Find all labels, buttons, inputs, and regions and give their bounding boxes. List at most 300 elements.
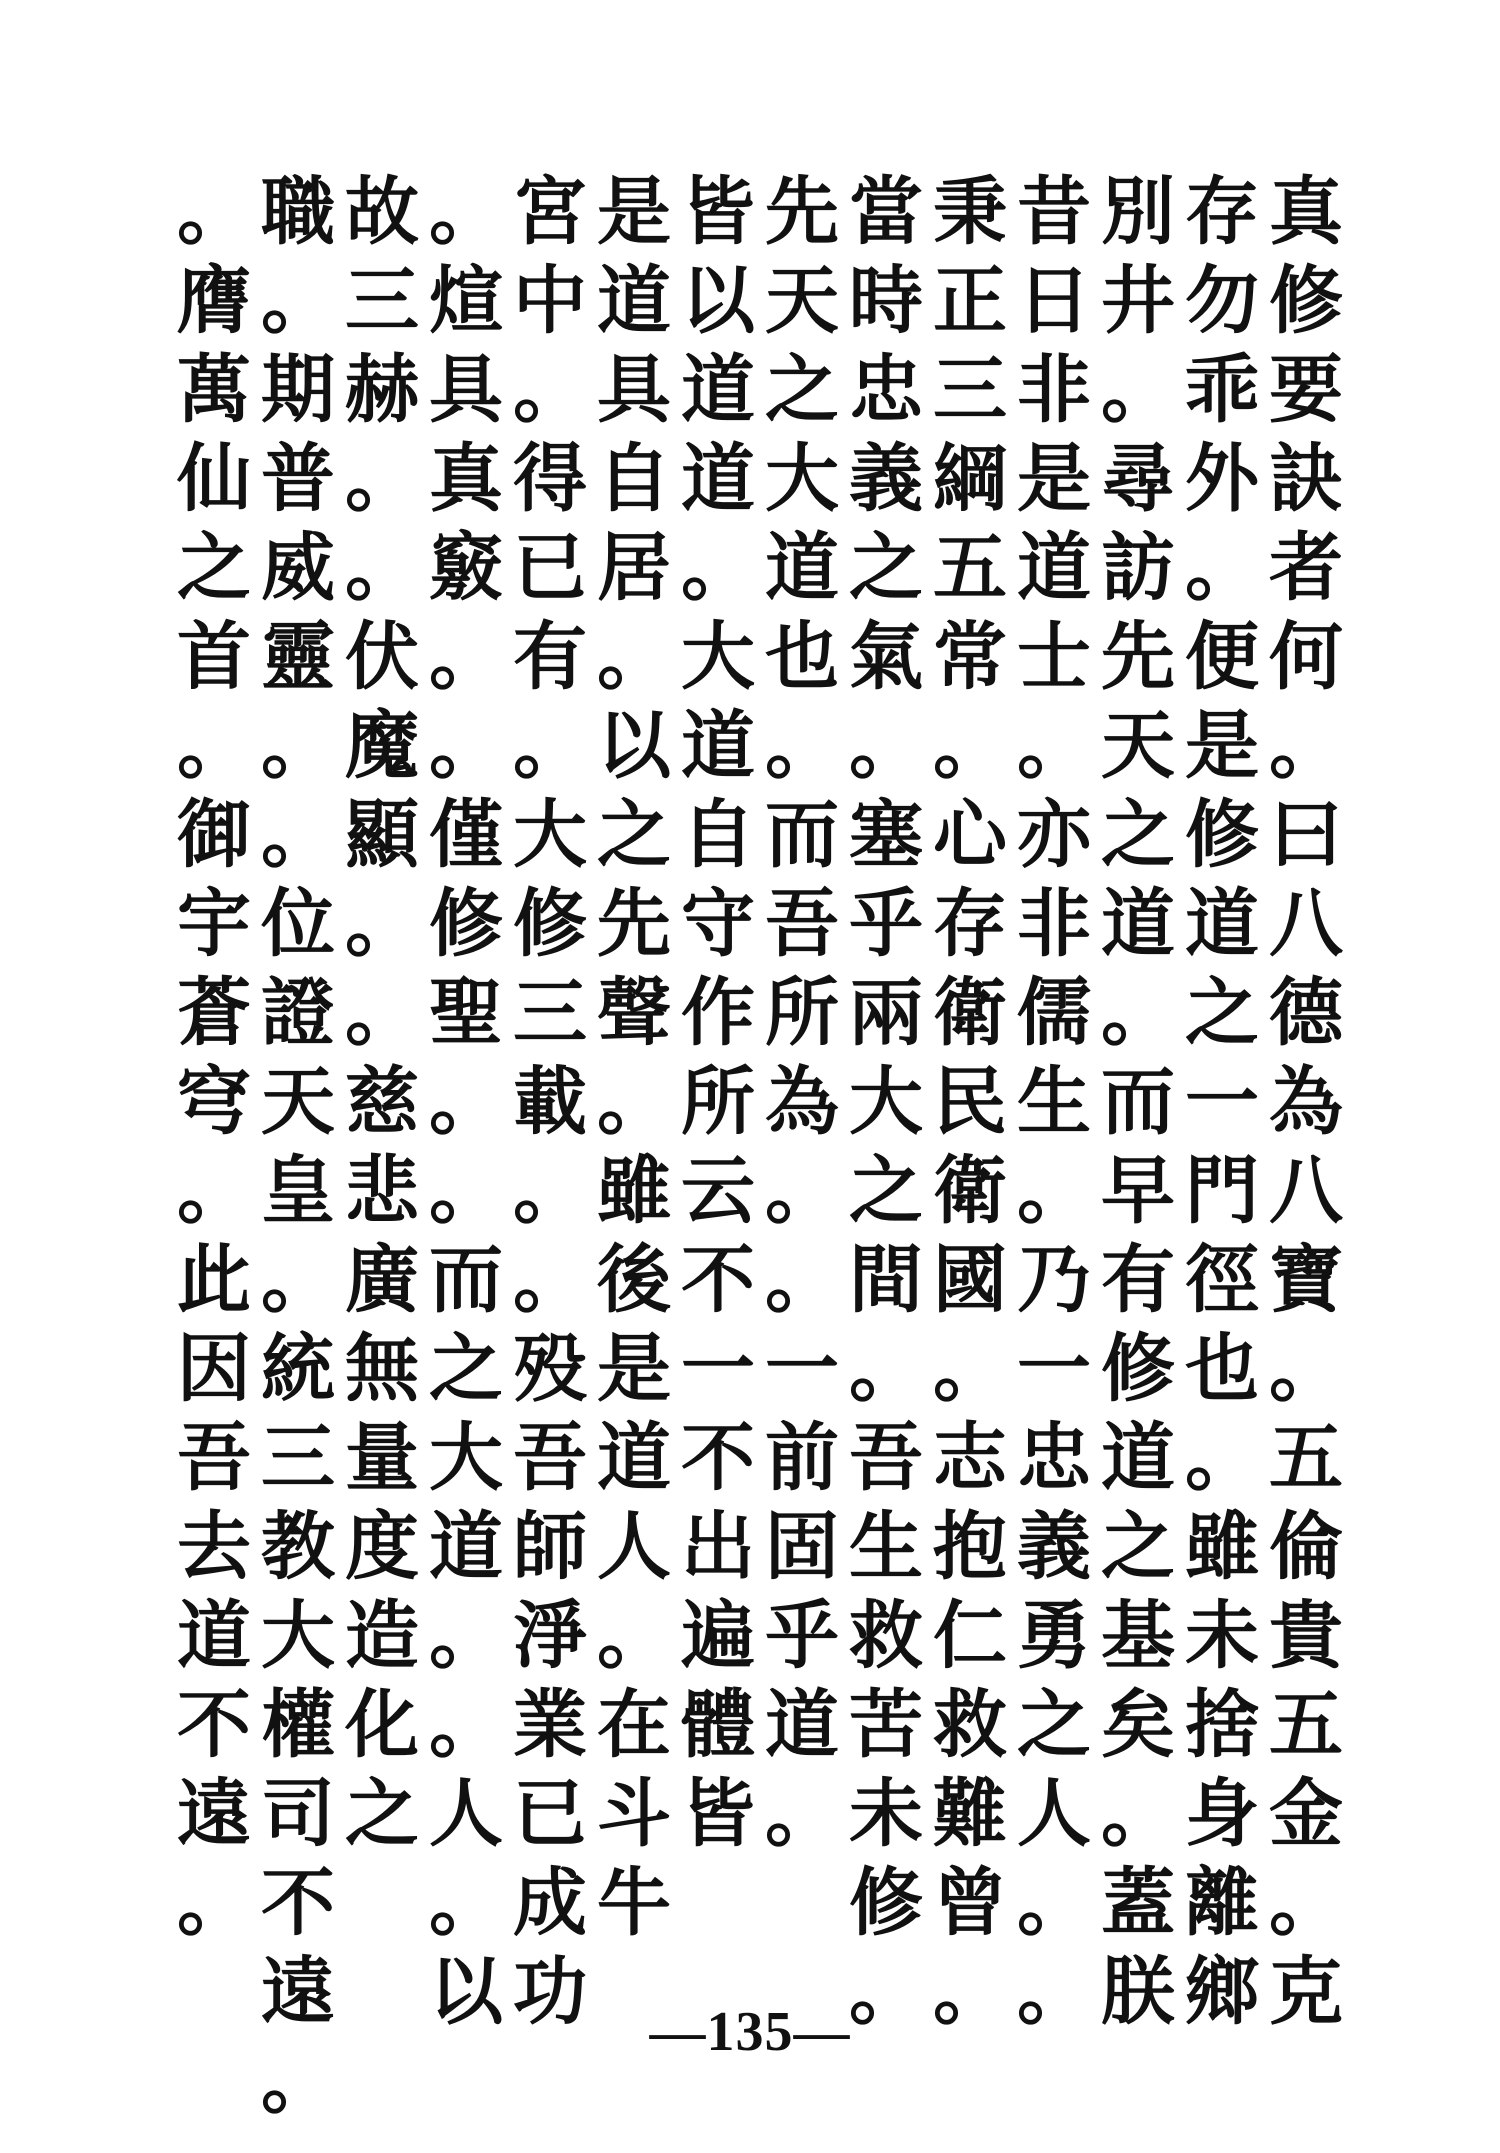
text-character: 道 xyxy=(765,525,839,611)
text-character: 之 xyxy=(849,525,923,611)
text-character: 天 xyxy=(765,258,839,344)
text-character: 教 xyxy=(261,1504,335,1590)
text-character: 國 xyxy=(933,1237,1007,1323)
text-character: 常 xyxy=(933,614,1007,700)
text-character: 間 xyxy=(849,1237,923,1323)
text-column xyxy=(1180,168,1264,2035)
text-character: 宮 xyxy=(513,169,587,255)
text-character: 司 xyxy=(261,1771,335,1857)
text-character: 具 xyxy=(429,347,503,433)
text-character: 威 xyxy=(261,525,335,611)
text-character: 量 xyxy=(345,1415,419,1501)
text-character: 遠 xyxy=(177,1771,251,1857)
text-character: 別 xyxy=(1101,169,1175,255)
text-character: 秉 xyxy=(933,169,1007,255)
text-character: 乎 xyxy=(849,881,923,967)
text-character: 大 xyxy=(681,614,755,700)
text-character: 不 xyxy=(177,1682,251,1768)
text-character: 有 xyxy=(1101,1237,1175,1323)
text-character: 後 xyxy=(597,1237,671,1323)
text-character: 志 xyxy=(933,1415,1007,1501)
text-character: 亦 xyxy=(1017,792,1091,878)
text-character: 吾 xyxy=(177,1415,251,1501)
text-character: 先 xyxy=(597,881,671,967)
text-character: 三 xyxy=(261,1415,335,1501)
text-character: 。 xyxy=(1185,525,1259,611)
text-character: 煊 xyxy=(429,258,503,344)
text-column xyxy=(1264,168,1348,2035)
text-column xyxy=(424,168,508,2035)
text-character: 朕 xyxy=(1101,1949,1175,2035)
text-character: 度 xyxy=(345,1504,419,1590)
text-character: 日 xyxy=(1017,258,1091,344)
text-character: 外 xyxy=(1185,436,1259,522)
text-character: 。 xyxy=(429,1593,503,1679)
text-character: 身 xyxy=(1185,1771,1259,1857)
text-column xyxy=(844,168,928,2035)
text-character: 真 xyxy=(429,436,503,522)
text-character: 為 xyxy=(765,1059,839,1145)
text-character: 魔 xyxy=(345,703,419,789)
text-character: 之 xyxy=(345,1771,419,1857)
text-character: 。 xyxy=(429,1148,503,1234)
text-character: 義 xyxy=(849,436,923,522)
text-character: 一 xyxy=(681,1326,755,1412)
text-character: 靈 xyxy=(261,614,335,700)
text-character: 。 xyxy=(513,703,587,789)
text-character: 遠 xyxy=(261,1949,335,2035)
text-character: 之 xyxy=(1017,1682,1091,1768)
text-character: 聲 xyxy=(597,970,671,1056)
text-character: 。 xyxy=(429,1059,503,1145)
text-character: 因 xyxy=(177,1326,251,1412)
text-character: 道 xyxy=(597,1415,671,1501)
text-character: 忠 xyxy=(1017,1415,1091,1501)
text-character: 出 xyxy=(681,1504,755,1590)
text-character: 。 xyxy=(1101,970,1175,1056)
text-character: 宇 xyxy=(177,881,251,967)
text-character: 不 xyxy=(261,1860,335,1946)
text-character: 是 xyxy=(1185,703,1259,789)
text-character: 八 xyxy=(1269,881,1343,967)
text-character: 。 xyxy=(177,1860,251,1946)
text-character: 之 xyxy=(765,347,839,433)
text-character: 中 xyxy=(513,258,587,344)
text-character: 大 xyxy=(513,792,587,878)
text-character: 貴 xyxy=(1269,1593,1343,1679)
text-character: 此 xyxy=(177,1237,251,1323)
text-character: 。 xyxy=(849,1949,923,2035)
text-character: 造 xyxy=(345,1593,419,1679)
text-character: 三 xyxy=(933,347,1007,433)
text-character: 雖 xyxy=(597,1148,671,1234)
text-character: 。 xyxy=(261,1237,335,1323)
text-character: 綱 xyxy=(933,436,1007,522)
text-character: 。 xyxy=(177,1148,251,1234)
text-character: 訣 xyxy=(1269,436,1343,522)
text-character: 聖 xyxy=(429,970,503,1056)
text-character: 訪 xyxy=(1101,525,1175,611)
text-character: 曰 xyxy=(1269,792,1343,878)
text-character: 寶 xyxy=(1269,1237,1343,1323)
text-character: 道 xyxy=(177,1593,251,1679)
text-character: 衛 xyxy=(933,1148,1007,1234)
text-column xyxy=(1096,168,1180,2035)
text-character: 。 xyxy=(765,1148,839,1234)
text-column xyxy=(928,168,1012,2035)
text-character: 之 xyxy=(1101,792,1175,878)
text-character: 萬 xyxy=(177,347,251,433)
text-character: 赫 xyxy=(345,347,419,433)
text-character: 之 xyxy=(177,525,251,611)
text-character: 牛 xyxy=(597,1860,671,1946)
text-character: 。 xyxy=(1101,1771,1175,1857)
text-character: 勇 xyxy=(1017,1593,1091,1679)
text-character: 矣 xyxy=(1101,1682,1175,1768)
text-character: 道 xyxy=(429,1504,503,1590)
text-character: 。 xyxy=(1101,347,1175,433)
text-character: 首 xyxy=(177,614,251,700)
text-character: 五 xyxy=(1269,1682,1343,1768)
text-character: 修 xyxy=(849,1860,923,1946)
text-character: 儒 xyxy=(1017,970,1091,1056)
text-character: 期 xyxy=(261,347,335,433)
text-character: 道 xyxy=(765,1682,839,1768)
text-character: 曾 xyxy=(933,1860,1007,1946)
text-character: 人 xyxy=(429,1771,503,1857)
text-character: 職 xyxy=(261,169,335,255)
text-character: 自 xyxy=(681,792,755,878)
text-character: 。 xyxy=(429,1682,503,1768)
text-character: 吾 xyxy=(513,1415,587,1501)
text-character: 人 xyxy=(597,1504,671,1590)
text-character: 便 xyxy=(1185,614,1259,700)
text-character: 皆 xyxy=(681,1771,755,1857)
text-character: 廣 xyxy=(345,1237,419,1323)
text-character: 非 xyxy=(1017,881,1091,967)
text-character: 師 xyxy=(513,1504,587,1590)
text-character: 竅 xyxy=(429,525,503,611)
text-character: 苦 xyxy=(849,1682,923,1768)
text-character: 早 xyxy=(1101,1148,1175,1234)
text-character: 淨 xyxy=(513,1593,587,1679)
text-character: 蓋 xyxy=(1101,1860,1175,1946)
text-character: 井 xyxy=(1101,258,1175,344)
text-character: 先 xyxy=(1101,614,1175,700)
text-character: 尋 xyxy=(1101,436,1175,522)
text-character: 前 xyxy=(765,1415,839,1501)
text-character: 民 xyxy=(933,1059,1007,1145)
text-character: 道 xyxy=(681,703,755,789)
text-character: 。 xyxy=(597,614,671,700)
text-character: 是 xyxy=(597,169,671,255)
text-character: 之 xyxy=(849,1148,923,1234)
text-character: 存 xyxy=(1185,169,1259,255)
text-character: 。 xyxy=(849,1326,923,1412)
text-character: 殁 xyxy=(513,1326,587,1412)
text-character: 乖 xyxy=(1185,347,1259,433)
text-column xyxy=(676,168,760,1948)
text-character: 。 xyxy=(261,258,335,344)
text-character: 。 xyxy=(513,347,587,433)
text-column xyxy=(256,168,340,2124)
text-character: 皇 xyxy=(261,1148,335,1234)
text-character: 斗 xyxy=(597,1771,671,1857)
text-character: 御 xyxy=(177,792,251,878)
text-character: 。 xyxy=(429,703,503,789)
text-character: 故 xyxy=(345,169,419,255)
text-character: 普 xyxy=(261,436,335,522)
text-character: 存 xyxy=(933,881,1007,967)
text-character: 三 xyxy=(513,970,587,1056)
text-character: 居 xyxy=(597,525,671,611)
text-character: 天 xyxy=(261,1059,335,1145)
text-character: 悲 xyxy=(345,1148,419,1234)
text-character: 體 xyxy=(681,1682,755,1768)
text-character: 。 xyxy=(1269,703,1343,789)
text-column xyxy=(592,168,676,1948)
text-character: 自 xyxy=(597,436,671,522)
text-character: 。 xyxy=(513,1237,587,1323)
text-character: 時 xyxy=(849,258,923,344)
text-character: 成 xyxy=(513,1860,587,1946)
text-character: 修 xyxy=(1269,258,1343,344)
text-character: 難 xyxy=(933,1771,1007,1857)
text-character: 穹 xyxy=(177,1059,251,1145)
text-character: 吾 xyxy=(849,1415,923,1501)
text-character: 。 xyxy=(765,1237,839,1323)
text-character: 兩 xyxy=(849,970,923,1056)
text-character: 。 xyxy=(1017,1860,1091,1946)
text-character: 八 xyxy=(1269,1148,1343,1234)
text-character: 有 xyxy=(513,614,587,700)
text-character: 。 xyxy=(849,703,923,789)
text-character: 乃 xyxy=(1017,1237,1091,1323)
text-character: 之 xyxy=(1185,970,1259,1056)
text-character: 抱 xyxy=(933,1504,1007,1590)
text-character: 。 xyxy=(345,436,419,522)
text-character: 者 xyxy=(1269,525,1343,611)
text-character: 。 xyxy=(1185,1415,1259,1501)
text-character: 徑 xyxy=(1185,1237,1259,1323)
text-character: 蒼 xyxy=(177,970,251,1056)
text-character: 修 xyxy=(429,881,503,967)
text-character: 證 xyxy=(261,970,335,1056)
text-character: 道 xyxy=(1101,1415,1175,1501)
text-character: 德 xyxy=(1269,970,1343,1056)
text-character: 之 xyxy=(429,1326,503,1412)
text-character: 道 xyxy=(681,436,755,522)
text-character: 。 xyxy=(177,703,251,789)
text-character: 鄉 xyxy=(1185,1949,1259,2035)
text-character: 要 xyxy=(1269,347,1343,433)
text-character: 所 xyxy=(765,970,839,1056)
text-character: 離 xyxy=(1185,1860,1259,1946)
text-character: 天 xyxy=(1101,703,1175,789)
text-character: 吾 xyxy=(765,881,839,967)
text-character: 。 xyxy=(513,1148,587,1234)
text-character: 具 xyxy=(597,347,671,433)
text-character: 五 xyxy=(933,525,1007,611)
text-character: 生 xyxy=(1017,1059,1091,1145)
text-character: 大 xyxy=(849,1059,923,1145)
text-character: 士 xyxy=(1017,614,1091,700)
text-character: 是 xyxy=(597,1326,671,1412)
text-character: 。 xyxy=(177,169,251,255)
text-character: 心 xyxy=(933,792,1007,878)
text-character: 化 xyxy=(345,1682,419,1768)
text-character: 。 xyxy=(261,792,335,878)
text-character: 。 xyxy=(345,881,419,967)
text-column xyxy=(760,168,844,1948)
text-character: 而 xyxy=(765,792,839,878)
text-character: 當 xyxy=(849,169,923,255)
text-character: 。 xyxy=(1017,1949,1091,2035)
text-character: 業 xyxy=(513,1682,587,1768)
text-character: 所 xyxy=(681,1059,755,1145)
text-character: 固 xyxy=(765,1504,839,1590)
text-character: 而 xyxy=(1101,1059,1175,1145)
text-character: 三 xyxy=(345,258,419,344)
text-character: 大 xyxy=(261,1593,335,1679)
text-character: 昔 xyxy=(1017,169,1091,255)
text-character: 非 xyxy=(1017,347,1091,433)
text-character: 道 xyxy=(681,347,755,433)
text-character: 道 xyxy=(1017,525,1091,611)
text-character: 修 xyxy=(1185,792,1259,878)
text-character: 守 xyxy=(681,881,755,967)
text-character: 。 xyxy=(765,1771,839,1857)
text-column xyxy=(1012,168,1096,2035)
text-character: 顯 xyxy=(345,792,419,878)
text-character: 。 xyxy=(765,703,839,789)
text-character: 。 xyxy=(1269,1860,1343,1946)
text-character: 門 xyxy=(1185,1148,1259,1234)
text-character: 也 xyxy=(765,614,839,700)
text-character: 。 xyxy=(933,1949,1007,2035)
text-character: 統 xyxy=(261,1326,335,1412)
text-column xyxy=(172,168,256,1948)
text-character: 伏 xyxy=(345,614,419,700)
text-character: 捨 xyxy=(1185,1682,1259,1768)
text-character: 以 xyxy=(429,1949,503,2035)
text-character: 已 xyxy=(513,1771,587,1857)
text-character: 云 xyxy=(681,1148,755,1234)
text-character: 救 xyxy=(933,1682,1007,1768)
text-character: 。 xyxy=(429,1860,503,1946)
text-character: 先 xyxy=(765,169,839,255)
text-character: 倫 xyxy=(1269,1504,1343,1590)
text-character: 忠 xyxy=(849,347,923,433)
text-character: 。 xyxy=(261,2038,335,2124)
text-character: 而 xyxy=(429,1237,503,1323)
text-character: 。 xyxy=(345,970,419,1056)
text-character: 。 xyxy=(261,703,335,789)
text-character: 以 xyxy=(681,258,755,344)
text-character: 之 xyxy=(597,792,671,878)
text-character: 修 xyxy=(1101,1326,1175,1412)
text-character: 五 xyxy=(1269,1415,1343,1501)
text-character: 塞 xyxy=(849,792,923,878)
text-character: 救 xyxy=(849,1593,923,1679)
text-character: 仁 xyxy=(933,1593,1007,1679)
text-character: 為 xyxy=(1269,1059,1343,1145)
text-character: 在 xyxy=(597,1682,671,1768)
text-character: 。 xyxy=(933,1326,1007,1412)
text-character: 一 xyxy=(765,1326,839,1412)
text-character: 僅 xyxy=(429,792,503,878)
text-character: 皆 xyxy=(681,169,755,255)
text-character: 生 xyxy=(849,1504,923,1590)
text-character: 道 xyxy=(1101,881,1175,967)
text-character: 大 xyxy=(429,1415,503,1501)
text-character: 是 xyxy=(1017,436,1091,522)
text-character: 。 xyxy=(1017,703,1091,789)
text-character: 。 xyxy=(345,525,419,611)
text-character: 。 xyxy=(597,1059,671,1145)
text-character: 慈 xyxy=(345,1059,419,1145)
text-character: 。 xyxy=(429,614,503,700)
text-character: 已 xyxy=(513,525,587,611)
text-character: 修 xyxy=(513,881,587,967)
text-character: 作 xyxy=(681,970,755,1056)
text-character: 去 xyxy=(177,1504,251,1590)
text-character: 得 xyxy=(513,436,587,522)
text-character: 。 xyxy=(681,525,755,611)
text-character: 未 xyxy=(849,1771,923,1857)
text-character: 乎 xyxy=(765,1593,839,1679)
text-character: 克 xyxy=(1269,1949,1343,2035)
text-character: 不 xyxy=(681,1237,755,1323)
text-character: 位 xyxy=(261,881,335,967)
text-character: 權 xyxy=(261,1682,335,1768)
text-character: 何 xyxy=(1269,614,1343,700)
text-character: 道 xyxy=(597,258,671,344)
text-character: 勿 xyxy=(1185,258,1259,344)
text-character: 。 xyxy=(933,703,1007,789)
page-number: —135— xyxy=(649,2001,851,2063)
text-character: 無 xyxy=(345,1326,419,1412)
text-character: 道 xyxy=(1185,881,1259,967)
text-character: 雖 xyxy=(1185,1504,1259,1590)
text-character: 大 xyxy=(765,436,839,522)
text-character: 也 xyxy=(1185,1326,1259,1412)
text-character: 。 xyxy=(429,169,503,255)
text-character: 膺 xyxy=(177,258,251,344)
text-character: 。 xyxy=(1017,1148,1091,1234)
text-character: 未 xyxy=(1185,1593,1259,1679)
text-character: 衛 xyxy=(933,970,1007,1056)
text-character: 之 xyxy=(1101,1504,1175,1590)
text-character: 仙 xyxy=(177,436,251,522)
text-character: 金 xyxy=(1269,1771,1343,1857)
text-character: 以 xyxy=(597,703,671,789)
text-character: 。 xyxy=(1269,1326,1343,1412)
text-character: 不 xyxy=(681,1415,755,1501)
text-character: 遍 xyxy=(681,1593,755,1679)
text-character: 真 xyxy=(1269,169,1343,255)
text-character: 正 xyxy=(933,258,1007,344)
text-column xyxy=(508,168,592,2035)
text-character: 一 xyxy=(1185,1059,1259,1145)
text-character: 一 xyxy=(1017,1326,1091,1412)
text-character: 人 xyxy=(1017,1771,1091,1857)
text-character: 。 xyxy=(597,1593,671,1679)
text-character: 氣 xyxy=(849,614,923,700)
text-character: 基 xyxy=(1101,1593,1175,1679)
text-column xyxy=(340,168,424,1948)
text-character: 義 xyxy=(1017,1504,1091,1590)
